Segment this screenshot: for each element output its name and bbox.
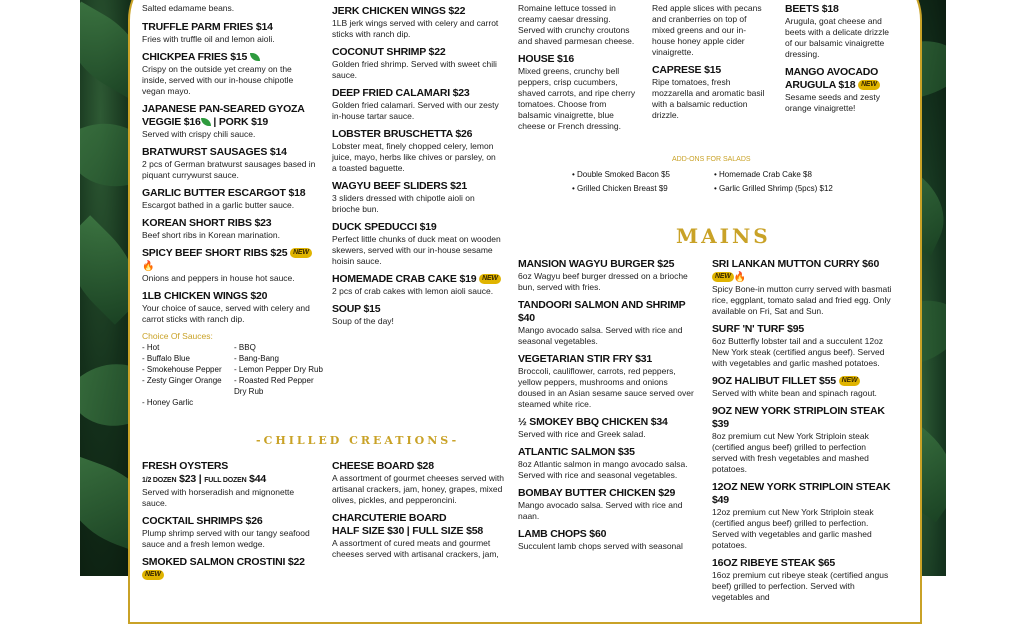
menu-item [142, 217, 317, 241]
item-name: BOMBAY BUTTER CHICKEN $29 [518, 487, 676, 499]
menu-item [712, 405, 892, 475]
item-description: 3 sliders dressed with chipotle aioli on brioche bun. [332, 193, 475, 214]
item-name: MANGO AVOCADO [785, 66, 879, 78]
new-badge: NEW [142, 570, 164, 580]
item-description: Mango avocado salsa. Served with rice and naan. [518, 500, 683, 521]
item-description: 1LB jerk wings served with celery and carrot sticks with ranch dip. [332, 18, 499, 39]
menu-item [712, 375, 892, 399]
item-description: 2 pcs of German bratwurst sausages based in piquant currywurst sauce. [142, 159, 316, 180]
item-description: Broccoli, cauliflower, carrots, red peppers, yellow peppers, mushrooms and onions doused in an Asian sesame sauce served over steamed white rice. [518, 366, 694, 409]
item-description: 2 pcs of crab cakes with lemon aioli sauce. [332, 286, 494, 296]
item-name: CHARCUTERIE BOARD [332, 512, 447, 524]
salads-column-3 [785, 3, 895, 120]
item-description: Golden fried calamari. Served with our zesty in-house tartar sauce. [332, 100, 499, 121]
sauce-item: - Hot [142, 343, 160, 352]
item-description: Served with crispy chili sauce. [142, 129, 256, 139]
salads-column-2 [652, 3, 767, 127]
new-badge: NEW [290, 248, 312, 258]
item-name: ATLANTIC SALMON $35 [518, 446, 635, 458]
item-description: Beef short ribs in Korean marination. [142, 230, 280, 240]
sauce-item: - BBQ [234, 343, 256, 352]
addons-title: ADD-ONS FOR SALADS [672, 156, 751, 163]
item-description: 6oz Wagyu beef burger dressed on a brioche bun, served with fries. [518, 271, 688, 292]
item-description: Golden fried shrimp. Served with sweet chili sauce. [332, 59, 497, 80]
menu-item [332, 512, 507, 560]
item-description: Escargot bathed in a garlic butter sauce. [142, 200, 295, 210]
item-name-text: | PORK $19 [213, 116, 269, 128]
item-name: DUCK SPEDUCCI $19 [332, 221, 437, 233]
item-description: Succulent lamb chops served with seasonal [518, 541, 683, 551]
menu-item [518, 353, 698, 410]
item-description: Ripe tomatoes, fresh mozzarella and aromatic basil with a balsamic reduction drizzle. [652, 77, 765, 120]
menu-item [712, 323, 892, 369]
item-name [712, 258, 892, 284]
item-description: 8oz Atlantic salmon in mango avocado salsa. Served with rice and seasonal vegetables. [518, 459, 688, 480]
item-name [712, 375, 892, 388]
item-name [142, 51, 317, 64]
item-description: A assortment of cured meats and gourmet cheeses served with artisanal crackers, jam, [332, 538, 499, 559]
item-description: Spicy Bone-in mutton curry served with basmati rice, eggplant, tomato salad and fried egg. Only available on Fri, Sat and Sun. [712, 284, 892, 316]
item-name: MANSION WAGYU BURGER $25 [518, 258, 675, 270]
item-description: Soup of the day! [332, 316, 394, 326]
item-description: Your choice of sauce, served with celery and carrot sticks with ranch dip. [142, 303, 310, 324]
sauces-title: Choice Of Sauces: [142, 331, 213, 341]
menu-item [518, 487, 698, 522]
full-dozen-price: $44 [249, 473, 267, 485]
item-description: Romaine lettuce tossed in creamy caesar dressing. Served with crunchy croutons and shaved parmesan cheese. [518, 3, 635, 46]
vegan-leaf-icon [250, 53, 260, 61]
item-description: 8oz premium cut New York Striploin steak (certified angus beef) grilled to perfection served with fresh vegetables and mashed potatoes. [712, 431, 869, 474]
sauce-item: - Buffalo Blue [142, 354, 190, 363]
item-name-text: CHICKPEA FRIES $15 [142, 51, 248, 63]
menu-item [142, 290, 317, 325]
sauce-item: - Zesty Ginger Orange [142, 376, 222, 385]
item-name [332, 273, 502, 286]
item-name: TANDOORI SALMON AND SHRIMP $40 [518, 299, 686, 324]
menu-item [332, 180, 502, 215]
item-name-text: SMOKED SALMON CROSTINI $22 [142, 556, 305, 568]
item-name-text: ARUGULA $18 [785, 79, 856, 91]
menu-item [332, 87, 502, 122]
menu-item [332, 221, 502, 267]
salads-column-1 [518, 3, 638, 138]
item-description: Fries with truffle oil and lemon aioli. [142, 34, 275, 44]
mains-title: MAINS [676, 224, 771, 248]
menu-item [518, 416, 698, 440]
addon-item: • Double Smoked Bacon $5 [572, 170, 670, 179]
item-description: Lobster meat, finely chopped celery, lemon juice, mayo, herbs like chives or parsley, on a toasted baguette. [332, 141, 496, 173]
item-name-line2 [142, 116, 317, 129]
item-name-text: SPICY BEEF SHORT RIBS $25 [142, 247, 288, 259]
menu-item [518, 53, 638, 132]
item-name [142, 556, 317, 582]
item-description: Plump shrimp served with our tangy seafood sauce and a fresh lemon wedge. [142, 528, 310, 549]
item-name: COCONUT SHRIMP $22 [332, 46, 446, 58]
menu-item [518, 299, 698, 347]
item-name-text: HOMEMADE CRAB CAKE $19 [332, 273, 477, 285]
item-name: ½ SMOKEY BBQ CHICKEN $34 [518, 416, 668, 428]
new-badge: NEW [712, 272, 734, 282]
chilled-column-right [332, 460, 507, 566]
menu-item [142, 247, 317, 284]
item-name: LOBSTER BRUSCHETTA $26 [332, 128, 473, 140]
fire-icon: 🔥 [733, 272, 746, 283]
item-name: BEETS $18 [785, 3, 839, 15]
item-name: 12OZ NEW YORK STRIPLOIN STEAK $49 [712, 481, 891, 506]
item-name [142, 247, 317, 273]
new-badge: NEW [858, 80, 880, 90]
half-dozen-price: $23 [179, 473, 197, 485]
addons-list [572, 168, 872, 196]
item-description: Served with horseradish and mignonette sauce. [142, 487, 295, 508]
item-name: LAMB CHOPS $60 [518, 528, 607, 540]
item-description: Crispy on the outside yet creamy on the inside, served with our in-house chipotle vegan mayo. [142, 64, 294, 96]
item-description: Mango avocado salsa. Served with rice and seasonal vegetables. [518, 325, 683, 346]
menu-item [332, 128, 502, 174]
menu-item [332, 273, 502, 297]
item-description: 6oz Butterfly lobster tail and a succulent 12oz New York steak (certified angus beef). Served with vegetables and garlic mashed potatoes. [712, 336, 885, 368]
oyster-prices: 1/2 DOZEN $23 | FULL DOZEN $44 [142, 473, 267, 485]
menu-item [142, 51, 317, 97]
menu-item [142, 146, 317, 181]
menu-item [785, 3, 895, 60]
item-description: Salted edamame beans. [142, 3, 235, 13]
item-name: SURF 'N' TURF $95 [712, 323, 805, 335]
new-badge: NEW [479, 274, 501, 284]
menu-item [142, 515, 317, 550]
mains-column-right [712, 258, 892, 609]
item-description: Mixed greens, crunchy bell peppers, crisp cucumbers, shaved carrots, and ripe cherry tomatoes. Choose from balsamic vinaigrette, blue cheese or French dressing. [518, 66, 636, 131]
item-size-prices: HALF SIZE $30 | FULL SIZE $58 [332, 525, 483, 537]
item-name: DEEP FRIED CALAMARI $23 [332, 87, 470, 99]
menu-item [332, 46, 502, 81]
sauce-item: - Honey Garlic [142, 398, 194, 407]
menu-item [712, 258, 892, 317]
menu-item [712, 481, 892, 551]
item-description: A assortment of gourmet cheeses served with artisanal crackers, jam, honey, grapes, mixed olives, pickles, and pepperoncini. [332, 473, 504, 505]
item-description: Served with rice and Greek salad. [518, 429, 646, 439]
menu-item [785, 66, 895, 114]
item-name: JAPANESE PAN-SEARED GYOZA [142, 103, 305, 115]
chilled-column-left [142, 460, 317, 588]
item-name: GARLIC BUTTER ESCARGOT $18 [142, 187, 306, 199]
addon-item: • Grilled Chicken Breast $9 [572, 184, 668, 193]
addon-item: • Garlic Grilled Shrimp (5pcs) $12 [714, 184, 833, 193]
item-name-line2 [785, 79, 895, 92]
menu-item [332, 460, 507, 506]
item-name: 16OZ RIBEYE STEAK $65 [712, 557, 836, 569]
item-description: Onions and peppers in house hot sauce. [142, 273, 295, 283]
item-name-text: 9OZ HALIBUT FILLET $55 [712, 375, 836, 387]
appetizers-column-left [142, 3, 323, 408]
item-name: CAPRESE $15 [652, 64, 721, 76]
fire-icon: 🔥 [142, 261, 155, 272]
item-description: Arugula, goat cheese and beets with a delicate drizzle of our balsamic vinaigrette dressing. [785, 16, 889, 59]
half-dozen-label: 1/2 DOZEN [142, 477, 177, 484]
menu-item [518, 258, 698, 293]
full-dozen-label: FULL DOZEN [204, 477, 247, 484]
vegan-leaf-icon [201, 118, 211, 126]
new-badge: NEW [839, 376, 861, 386]
menu-item [142, 187, 317, 211]
sauce-list [142, 342, 323, 408]
menu-item [332, 5, 502, 40]
menu-item [712, 557, 892, 603]
item-name: COCKTAIL SHRIMPS $26 [142, 515, 263, 527]
item-name: TRUFFLE PARM FRIES $14 [142, 21, 273, 33]
menu-item [142, 21, 317, 45]
item-name: SOUP $15 [332, 303, 381, 315]
item-name: WAGYU BEEF SLIDERS $21 [332, 180, 468, 192]
menu-item [332, 303, 502, 327]
menu-item [142, 556, 317, 582]
item-description: Perfect little chunks of duck meat on wooden skewers, served with our in-house sesame hoisin sauce. [332, 234, 501, 266]
item-name-text: VEGGIE $16 [142, 116, 201, 128]
menu-item [518, 528, 698, 552]
appetizers-column-right [332, 5, 502, 333]
item-description: 16oz premium cut ribeye steak (certified angus beef) grilled to perfection. Served with vegetables and [712, 570, 889, 602]
item-name: BRATWURST SAUSAGES $14 [142, 146, 287, 158]
sauce-item: - Bang-Bang [234, 354, 279, 363]
menu-item [652, 64, 767, 121]
sauce-item: - Roasted Red Pepper Dry Rub [234, 376, 314, 396]
sauce-item: - Smokehouse Pepper [142, 365, 222, 374]
mains-column-left [518, 258, 698, 558]
addon-item: • Homemade Crab Cake $8 [714, 170, 812, 179]
menu-item [142, 460, 317, 509]
item-name: VEGETARIAN STIR FRY $31 [518, 353, 653, 365]
item-name: CHEESE BOARD $28 [332, 460, 434, 472]
item-description: 12oz premium cut New York Striploin steak (certified angus beef) grilled to perfection. Served with vegetables and garlic mashed potatoes. [712, 507, 874, 550]
item-description: Served with white bean and spinach ragout. [712, 388, 877, 398]
sauce-item: - Lemon Pepper Dry Rub [234, 365, 323, 374]
chilled-creations-title: -CHILLED CREATIONS- [256, 434, 460, 447]
item-name-text: SRI LANKAN MUTTON CURRY $60 [712, 258, 880, 270]
menu-item [142, 103, 317, 140]
item-description: Sesame seeds and zesty orange vinaigrette! [785, 92, 880, 113]
item-name: HOUSE $16 [518, 53, 574, 65]
item-name: 9OZ NEW YORK STRIPLOIN STEAK $39 [712, 405, 885, 430]
item-name: KOREAN SHORT RIBS $23 [142, 217, 272, 229]
item-name: 1LB CHICKEN WINGS $20 [142, 290, 268, 302]
item-description: Red apple slices with pecans and cranberries on top of mixed greens and our in-house honey apple cider vinaigrette. [652, 3, 762, 57]
item-name: FRESH OYSTERS [142, 460, 229, 472]
item-name: JERK CHICKEN WINGS $22 [332, 5, 466, 17]
menu-item [518, 446, 698, 481]
